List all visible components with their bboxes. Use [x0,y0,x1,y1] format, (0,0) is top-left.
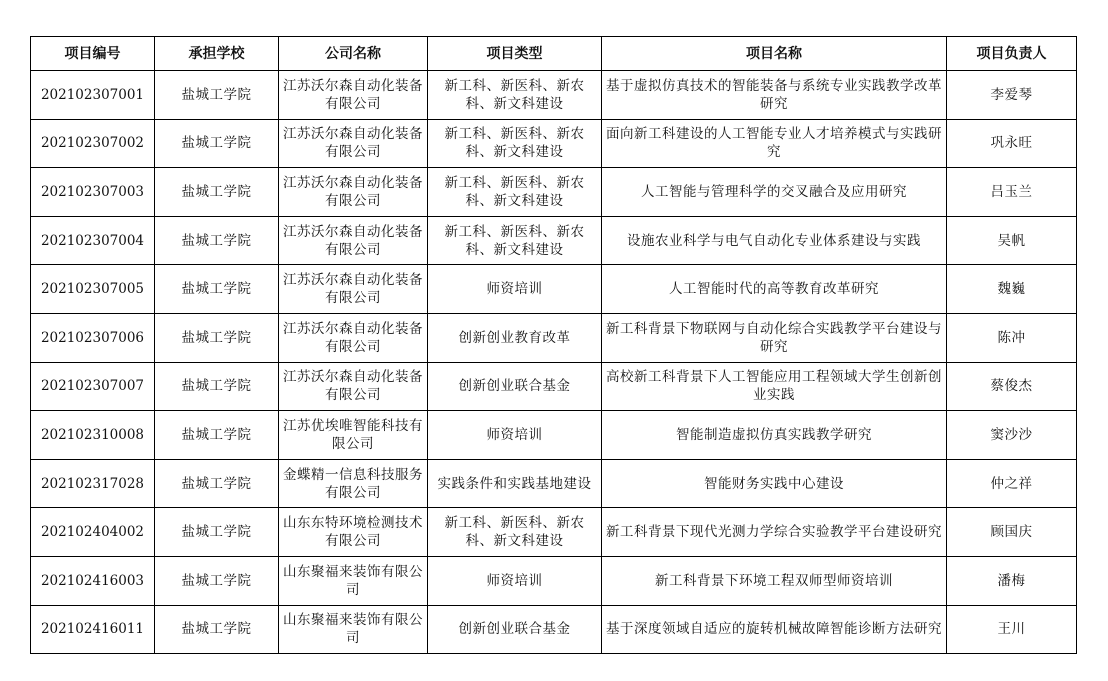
header-project-id: 项目编号 [31,37,155,71]
school-cell: 盐城工学院 [155,168,279,217]
company-cell: 江苏沃尔森自动化装备有限公司 [279,119,428,168]
project-name-cell: 基于深度领域自适应的旋转机械故障智能诊断方法研究 [602,605,947,654]
header-company: 公司名称 [279,37,428,71]
project-id-cell: 202102310008 [31,411,155,460]
project-leader-cell: 王川 [947,605,1077,654]
school-cell: 盐城工学院 [155,119,279,168]
school-cell: 盐城工学院 [155,605,279,654]
project-type-cell: 创新创业联合基金 [428,362,602,411]
company-cell: 江苏沃尔森自动化装备有限公司 [279,265,428,314]
project-id-cell: 202102307005 [31,265,155,314]
company-cell: 山东聚福来装饰有限公司 [279,556,428,605]
school-cell: 盐城工学院 [155,71,279,120]
header-project-name: 项目名称 [602,37,947,71]
project-table [30,36,1077,654]
company-cell: 江苏沃尔森自动化装备有限公司 [279,313,428,362]
project-name-cell: 高校新工科背景下人工智能应用工程领域大学生创新创业实践 [602,362,947,411]
project-type-cell: 新工科、新医科、新农科、新文科建设 [428,71,602,120]
school-cell: 盐城工学院 [155,508,279,557]
header-project-leader: 项目负责人 [947,37,1077,71]
project-type-cell: 创新创业教育改革 [428,313,602,362]
project-id-cell: 202102307007 [31,362,155,411]
table-row [31,71,1077,120]
project-name-cell: 智能财务实践中心建设 [602,459,947,508]
project-leader-cell: 仲之祥 [947,459,1077,508]
project-id-cell: 202102307006 [31,313,155,362]
project-id-cell: 202102404002 [31,508,155,557]
header-row [31,37,1077,71]
company-cell: 江苏沃尔森自动化装备有限公司 [279,168,428,217]
school-cell: 盐城工学院 [155,362,279,411]
company-cell: 江苏沃尔森自动化装备有限公司 [279,71,428,120]
project-leader-cell: 顾国庆 [947,508,1077,557]
project-name-cell: 人工智能时代的高等教育改革研究 [602,265,947,314]
project-leader-cell: 陈冲 [947,313,1077,362]
project-name-cell: 设施农业科学与电气自动化专业体系建设与实践 [602,216,947,265]
project-leader-cell: 潘梅 [947,556,1077,605]
table-row [31,508,1077,557]
project-type-cell: 师资培训 [428,556,602,605]
project-leader-cell: 巩永旺 [947,119,1077,168]
project-name-cell: 新工科背景下现代光测力学综合实验教学平台建设研究 [602,508,947,557]
table-row [31,168,1077,217]
project-leader-cell: 吴帆 [947,216,1077,265]
table-row [31,313,1077,362]
table-row [31,265,1077,314]
project-leader-cell: 窦沙沙 [947,411,1077,460]
school-cell: 盐城工学院 [155,265,279,314]
table-row [31,556,1077,605]
company-cell: 江苏优埃唯智能科技有限公司 [279,411,428,460]
project-leader-cell: 魏巍 [947,265,1077,314]
project-id-cell: 202102416003 [31,556,155,605]
project-leader-cell: 吕玉兰 [947,168,1077,217]
project-type-cell: 创新创业联合基金 [428,605,602,654]
project-id-cell: 202102307001 [31,71,155,120]
school-cell: 盐城工学院 [155,459,279,508]
table-row [31,216,1077,265]
project-type-cell: 实践条件和实践基地建设 [428,459,602,508]
project-id-cell: 202102416011 [31,605,155,654]
header-project-type: 项目类型 [428,37,602,71]
table-row [31,605,1077,654]
school-cell: 盐城工学院 [155,411,279,460]
table-row [31,119,1077,168]
school-cell: 盐城工学院 [155,313,279,362]
project-type-cell: 新工科、新医科、新农科、新文科建设 [428,216,602,265]
project-type-cell: 师资培训 [428,265,602,314]
project-id-cell: 202102317028 [31,459,155,508]
project-name-cell: 人工智能与管理科学的交叉融合及应用研究 [602,168,947,217]
project-id-cell: 202102307002 [31,119,155,168]
project-id-cell: 202102307004 [31,216,155,265]
company-cell: 金蝶精一信息科技服务有限公司 [279,459,428,508]
company-cell: 山东东特环境检测技术有限公司 [279,508,428,557]
project-name-cell: 基于虚拟仿真技术的智能装备与系统专业实践教学改革研究 [602,71,947,120]
project-id-cell: 202102307003 [31,168,155,217]
project-type-cell: 新工科、新医科、新农科、新文科建设 [428,119,602,168]
school-cell: 盐城工学院 [155,216,279,265]
header-school: 承担学校 [155,37,279,71]
company-cell: 江苏沃尔森自动化装备有限公司 [279,362,428,411]
project-name-cell: 面向新工科建设的人工智能专业人才培养模式与实践研究 [602,119,947,168]
project-name-cell: 新工科背景下物联网与自动化综合实践教学平台建设与研究 [602,313,947,362]
company-cell: 江苏沃尔森自动化装备有限公司 [279,216,428,265]
project-name-cell: 智能制造虚拟仿真实践教学研究 [602,411,947,460]
table-row [31,411,1077,460]
project-leader-cell: 李爱琴 [947,71,1077,120]
project-name-cell: 新工科背景下环境工程双师型师资培训 [602,556,947,605]
project-type-cell: 新工科、新医科、新农科、新文科建设 [428,508,602,557]
table-row [31,362,1077,411]
project-type-cell: 师资培训 [428,411,602,460]
project-type-cell: 新工科、新医科、新农科、新文科建设 [428,168,602,217]
company-cell: 山东聚福来装饰有限公司 [279,605,428,654]
school-cell: 盐城工学院 [155,556,279,605]
table-row [31,459,1077,508]
project-leader-cell: 蔡俊杰 [947,362,1077,411]
